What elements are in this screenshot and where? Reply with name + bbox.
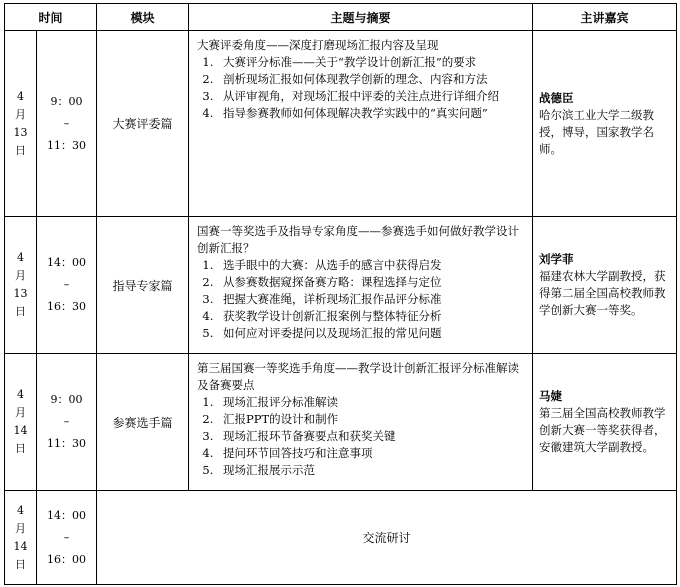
session-date: 4 月 13 日 (5, 217, 37, 354)
header-module: 模块 (97, 4, 189, 31)
guest-description: 哈尔滨工业大学二级教授，博导，国家教学名师。 (539, 107, 655, 156)
session-row (5, 31, 677, 217)
session-module: 指导专家篇 (97, 217, 189, 354)
topic-list (197, 394, 524, 479)
session-topic (189, 31, 533, 217)
topic-item: 3. 从评审视角，对现场汇报中评委的关注点进行详细介绍 (217, 88, 524, 105)
schedule-table (4, 3, 677, 585)
session-module: 大赛评委篇 (97, 31, 189, 217)
header-time: 时间 (5, 4, 97, 31)
discussion-activity: 交流研讨 (97, 491, 677, 585)
topic-item: 3. 现场汇报环节备赛要点和获奖关键 (217, 428, 524, 445)
header-row (5, 4, 677, 31)
session-time: 9：00 – 11：30 (37, 354, 97, 491)
topic-item: 4. 指导参赛教师如何体现解决教学实践中的“真实问题” (217, 105, 524, 122)
session-date: 4 月 14 日 (5, 491, 37, 585)
guest-name: 刘学菲 (539, 252, 574, 266)
session-row (5, 217, 677, 354)
topic-list (197, 54, 524, 122)
session-guest (533, 354, 677, 491)
session-time: 9：00 – 11：30 (37, 31, 97, 217)
session-date: 4 月 13 日 (5, 31, 37, 217)
topic-list (197, 257, 524, 342)
topic-item: 2. 从参赛数据窥探备赛方略：课程选择与定位 (217, 274, 524, 291)
topic-title: 国赛一等奖选手及指导专家角度——参赛选手如何做好教学设计创新汇报？ (197, 224, 520, 255)
topic-item: 1. 现场汇报评分标准解读 (217, 394, 524, 411)
guest-name: 战德臣 (539, 90, 574, 105)
session-module: 参赛选手篇 (97, 354, 189, 491)
topic-title: 第三届国赛一等奖选手角度——教学设计创新汇报评分标准解读及备赛要点 (197, 361, 520, 392)
session-time: 14：00 – 16：30 (37, 217, 97, 354)
topic-item: 5. 现场汇报展示示范 (217, 462, 524, 479)
topic-item: 1. 大赛评分标准——关于“教学设计创新汇报”的要求 (217, 54, 524, 71)
session-guest (533, 217, 677, 354)
session-topic (189, 217, 533, 354)
topic-item: 4. 提问环节回答技巧和注意事项 (217, 445, 524, 462)
session-date: 4 月 14 日 (5, 354, 37, 491)
session-topic (189, 354, 533, 491)
header-topic: 主题与摘要 (189, 4, 533, 31)
discussion-row (5, 491, 677, 585)
session-guest (533, 31, 677, 217)
topic-item: 1. 选手眼中的大赛：从选手的感言中获得启发 (217, 257, 524, 274)
session-row (5, 354, 677, 491)
header-guest: 主讲嘉宾 (533, 4, 677, 31)
guest-description: 第三届全国高校教师教学创新大赛一等奖获得者，安徽建筑大学副教授。 (539, 406, 666, 454)
topic-item: 5. 如何应对评委提问以及现场汇报的常见问题 (217, 325, 524, 342)
guest-name: 马婕 (539, 389, 563, 403)
session-time: 14：00 – 16：00 (37, 491, 97, 585)
topic-item: 4. 获奖教学设计创新汇报案例与整体特征分析 (217, 308, 524, 325)
topic-item: 2. 剖析现场汇报如何体现教学创新的理念、内容和方法 (217, 71, 524, 88)
topic-title: 大赛评委角度——深度打磨现场汇报内容及呈现 (197, 38, 439, 52)
guest-description: 福建农林大学副教授，获得第二届全国高校教师教学创新大赛一等奖。 (539, 269, 666, 317)
topic-item: 2. 汇报PPT的设计和制作 (217, 411, 524, 428)
topic-item: 3. 把握大赛准绳，详析现场汇报作品评分标准 (217, 291, 524, 308)
